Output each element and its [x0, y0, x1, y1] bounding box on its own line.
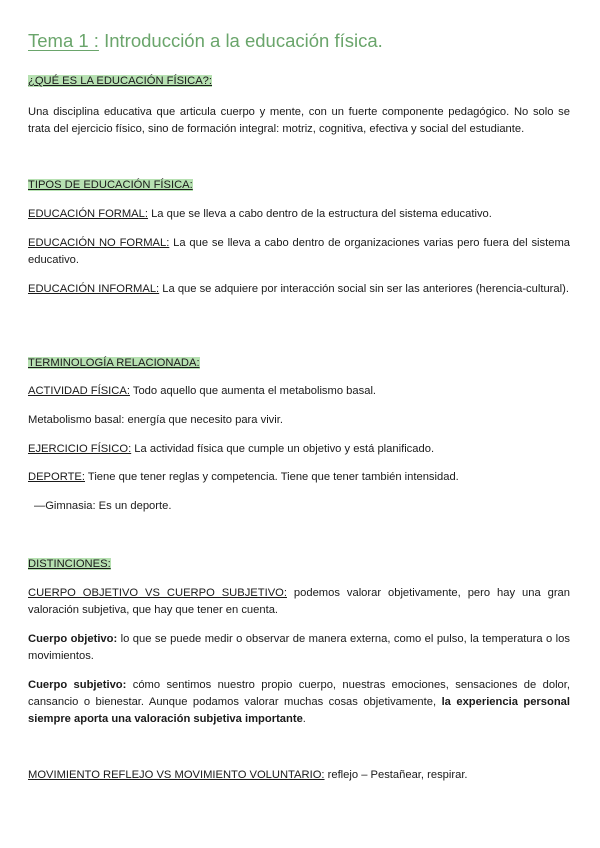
- paragraph-definicion: Una disciplina educativa que articula cuerpo y mente, con un fuerte componente pedagógico. No solo se trata del ejercicio físico, sino de formación integral: motriz, cognitiva, efectiva y social del estudiante.: [28, 106, 570, 135]
- section-heading-que-es: ¿QUÉ ES LA EDUCACIÓN FÍSICA?:: [28, 75, 213, 87]
- item-metabolismo-basal: Metabolismo basal: energía que necesito para vivir.: [28, 414, 283, 426]
- item-ejercicio-fisico: EJERCICIO FÍSICO: La actividad física que cumple un objetivo y está planificado.: [28, 443, 435, 455]
- item-movimiento-reflejo-vs-voluntario: MOVIMIENTO REFLEJO VS MOVIMIENTO VOLUNTARIO: reflejo – Pestañear, respirar.: [28, 769, 468, 781]
- item-cuerpo-subjetivo: Cuerpo subjetivo: cómo sentimos nuestro propio cuerpo, nuestras emociones, sensaciones de dolor, cansancio o bienestar. Aunque podamos valorar muchas cosas objetivamente, la experiencia personal siempre aporta una valoración subjetiva importante.: [28, 679, 571, 725]
- title-text: Introducción a la educación física.: [104, 30, 383, 51]
- item-cuerpo-objetivo: Cuerpo objetivo: lo que se puede medir o observar de manera externa, como el pulso, la temperatura o los movimientos.: [28, 633, 570, 662]
- section-heading-tipos: TIPOS DE EDUCACIÓN FÍSICA:: [28, 179, 193, 191]
- page-title: [28, 29, 570, 53]
- item-gimnasia: —Gimnasia: Es un deporte.: [34, 500, 172, 512]
- item-cuerpo-objetivo-vs-subjetivo: CUERPO OBJETIVO VS CUERPO SUBJETIVO: podemos valorar objetivamente, pero hay una gran valoración subjetiva, que hay que tener en cuenta.: [28, 587, 570, 616]
- item-educacion-informal: EDUCACIÓN INFORMAL: La que se adquiere por interacción social sin ser las anteriores (herencia-cultural).: [28, 283, 569, 295]
- title-number: Tema 1 :: [28, 30, 99, 51]
- section-heading-distinciones: DISTINCIONES:: [28, 558, 111, 570]
- item-educacion-formal: EDUCACIÓN FORMAL: La que se lleva a cabo dentro de la estructura del sistema educativo.: [28, 208, 492, 220]
- item-educacion-no-formal: EDUCACIÓN NO FORMAL: La que se lleva a cabo dentro de organizaciones varias pero fuera del sistema educativo.: [28, 237, 571, 266]
- section-heading-terminologia: TERMINOLOGÍA RELACIONADA:: [28, 357, 200, 369]
- item-actividad-fisica: ACTIVIDAD FÍSICA: Todo aquello que aumenta el metabolismo basal.: [28, 385, 377, 397]
- item-deporte: DEPORTE: Tiene que tener reglas y competencia. Tiene que tener también intensidad.: [28, 471, 459, 483]
